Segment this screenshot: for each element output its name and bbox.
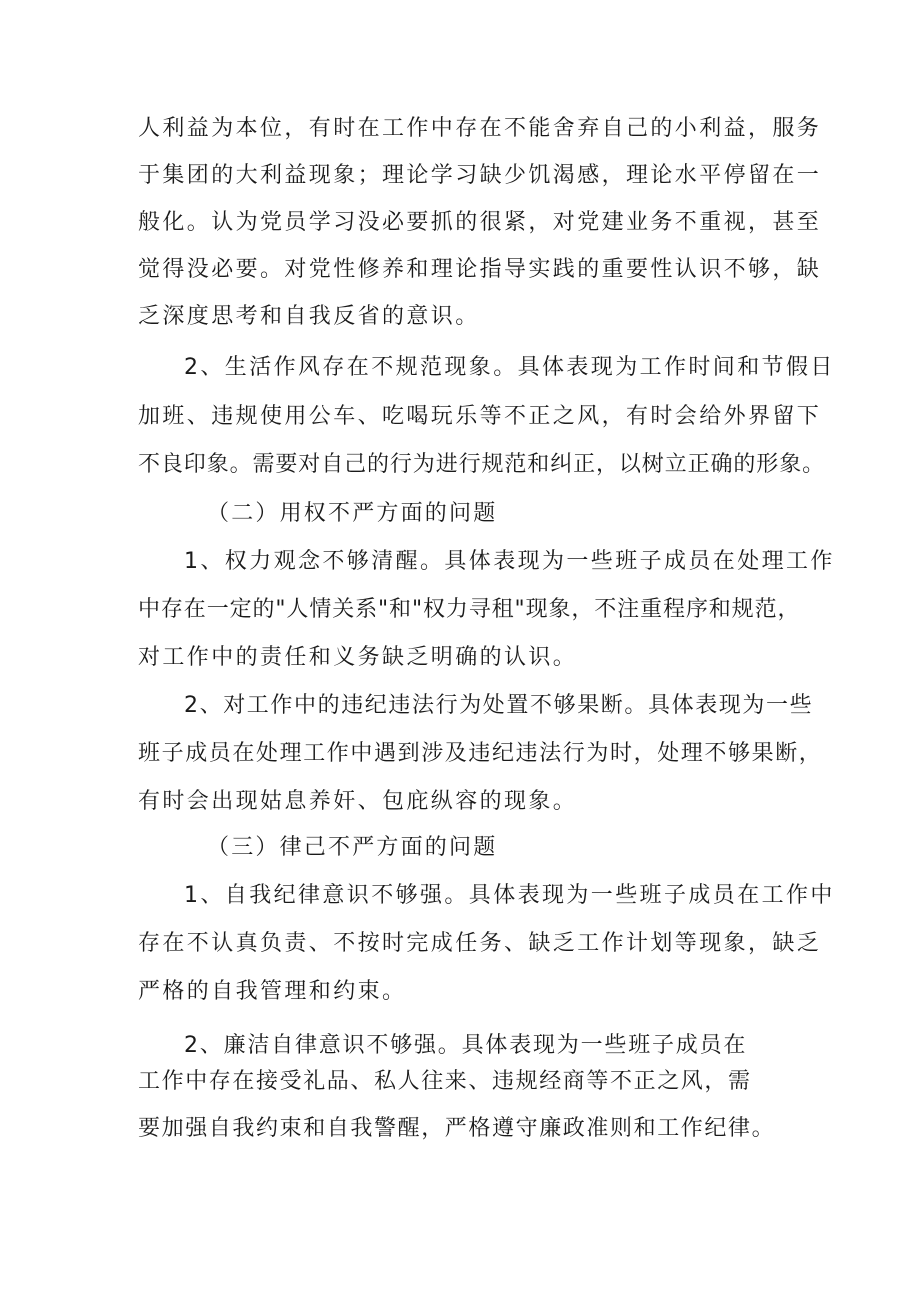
section-heading: （二）用权不严方面的问题 [207,501,498,526]
text-line: 乏深度思考和自我反省的意识。 [138,304,480,329]
text-line: 2、生活作风存在不规范现象。具体表现为工作时间和节假日 [184,355,835,380]
section-heading: （三）律己不严方面的问题 [207,835,498,860]
text-line: 有时会出现姑息养奸、包庇纵容的现象。 [138,789,578,814]
text-line: 严格的自我管理和约束。 [138,979,407,1004]
text-line: 人利益为本位，有时在工作中存在不能舍弃自己的小利益，服务 [138,116,822,141]
text-line: 觉得没必要。对党性修养和理论指导实践的重要性认识不够，缺 [138,257,822,282]
text-line: 2、对工作中的违纪违法行为处置不够果断。具体表现为一些 [184,693,814,718]
text-line: 班子成员在处理工作中遇到涉及违纪违法行为时，处理不够果断， [138,741,823,766]
text-line: 2、廉洁自律意识不够强。具体表现为一些班子成员在 [184,1033,748,1058]
text-line: 加班、违规使用公车、吃喝玩乐等不正之风，有时会给外界留下 [138,404,822,429]
text-line: 存在不认真负责、不按时完成任务、缺乏工作计划等现象，缺乏 [138,931,822,956]
text-line: 要加强自我约束和自我警醒，严格遵守廉政准则和工作纪律。 [138,1116,776,1141]
text-line: 1、自我纪律意识不够强。具体表现为一些班子成员在工作中 [184,883,835,908]
text-line: 工作中存在接受礼品、私人往来、违规经商等不正之风，需 [138,1069,752,1094]
text-line: 1、权力观念不够清醒。具体表现为一些班子成员在处理工作 [184,549,835,574]
text-line: 对工作中的责任和义务缺乏明确的认识。 [138,645,578,670]
text-line: 中存在一定的"人情关系"和"权力寻租"现象，不注重程序和规范， [138,597,801,622]
text-line: 般化。认为党员学习没必要抓的很紧，对党建业务不重视，甚至 [138,210,822,235]
text-line: 于集团的大利益现象；理论学习缺少饥渴感，理论水平停留在一 [138,163,822,188]
text-line: 不良印象。需要对自己的行为进行规范和纠正，以树立正确的形象。 [138,452,826,477]
